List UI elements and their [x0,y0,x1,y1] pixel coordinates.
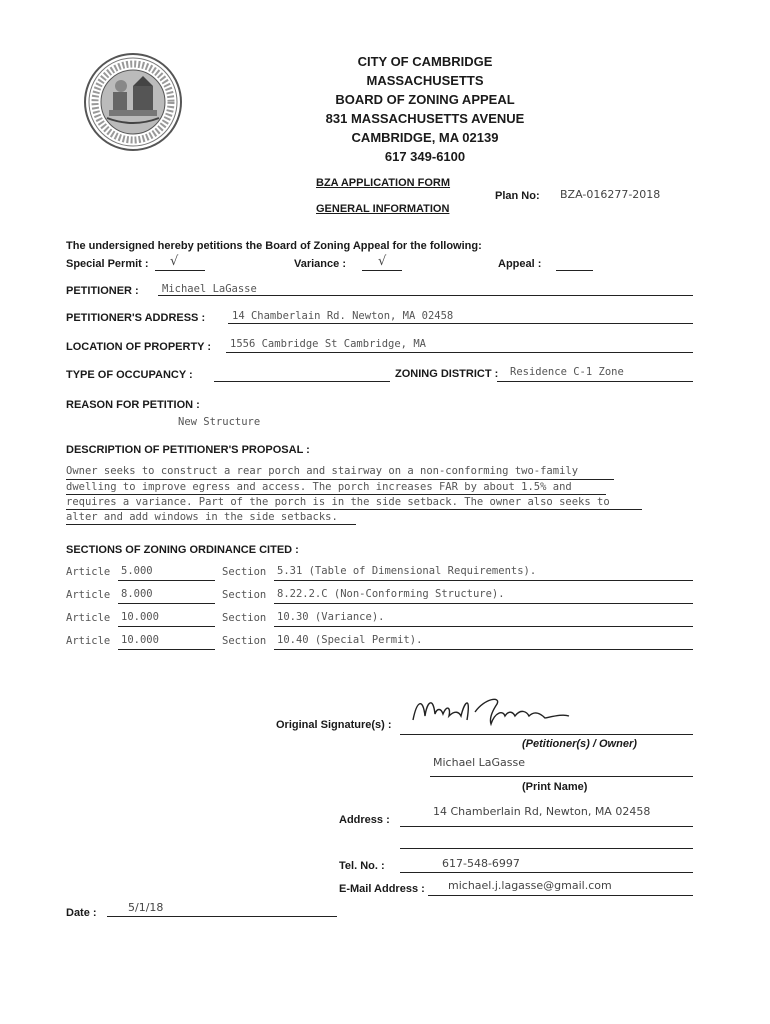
signature-line [400,734,693,735]
article-line [118,580,215,581]
section-line [274,626,693,627]
state-name: MASSACHUSETTS [366,73,484,88]
tel-label: Tel. No. : [339,860,385,872]
signer-address-line-2 [400,848,693,849]
section-word: Section [222,612,267,624]
petitioner-address-value: 14 Chamberlain Rd. Newton, MA 02458 [232,310,454,322]
tel-line [400,872,693,873]
article-line [118,649,215,650]
form-subtitle: GENERAL INFORMATION [316,203,450,215]
signature-role: (Petitioner(s) / Owner) [522,738,637,750]
zoning-district-label: ZONING DISTRICT : [395,368,499,380]
article-number: 5.000 [121,565,153,577]
petitioner-value: Michael LaGasse [162,283,257,295]
petitioner-address-line [228,323,693,324]
article-number: 10.000 [121,634,159,646]
article-number: 8.000 [121,588,153,600]
plan-label: Plan No: [495,190,540,202]
section-line [274,649,693,650]
article-word: Article [66,566,111,578]
form-title: BZA APPLICATION FORM [316,177,451,189]
description-label: DESCRIPTION OF PETITIONER'S PROPOSAL : [66,444,310,456]
location-value: 1556 Cambridge St Cambridge, MA [230,338,426,350]
intro-text: The undersigned hereby petitions the Board of Zoning Appeal for the following: [66,240,482,252]
section-word: Section [222,566,267,578]
section-word: Section [222,635,267,647]
occupancy-line [214,381,390,382]
section-text: 10.40 (Special Permit). [277,634,423,646]
date-line [107,916,337,917]
handwritten-signature [405,690,575,735]
signature-label: Original Signature(s) : [276,719,392,731]
city-seal-icon [83,52,183,152]
article-line [118,603,215,604]
description-underline [66,509,642,510]
petitioner-label: PETITIONER : [66,285,139,297]
article-word: Article [66,612,111,624]
signer-address-line [400,826,693,827]
signer-address-label: Address : [339,814,390,826]
section-text: 5.31 (Table of Dimensional Requirements). [277,565,537,577]
section-line [274,603,693,604]
description-line: dwelling to improve egress and access. The porch increases FAR by about 1.5% and [66,481,572,493]
section-line [274,580,693,581]
article-number: 10.000 [121,611,159,623]
description-underline [66,494,606,495]
signer-address-value: 14 Chamberlain Rd, Newton, MA 02458 [433,805,651,818]
print-name-label: (Print Name) [522,781,588,793]
phone-number: 617 349-6100 [384,149,466,164]
description-line: Owner seeks to construct a rear porch and stairway on a non-conforming two-family [66,465,579,477]
variance-check: √ [378,254,387,269]
board-name: BOARD OF ZONING APPEAL [335,92,515,107]
description-underline [66,479,614,480]
plan-number: BZA-016277-2018 [560,188,661,201]
scan-artifact [0,0,770,22]
sections-label: SECTIONS OF ZONING ORDINANCE CITED : [66,544,299,556]
email-label: E-Mail Address : [339,883,425,895]
appeal-label: Appeal : [498,258,542,270]
article-word: Article [66,589,111,601]
tel-value: 617-548-6997 [442,857,520,870]
special-permit-check: √ [170,254,179,269]
occupancy-label: TYPE OF OCCUPANCY : [66,369,193,381]
description-line: alter and add windows in the side setbacks. [66,511,338,523]
location-line [226,352,693,353]
email-line [428,895,693,896]
date-label: Date : [66,907,97,919]
date-value: 5/1/18 [128,901,164,914]
section-text: 8.22.2.C (Non-Conforming Structure). [277,588,505,600]
appeal-line [556,270,593,271]
variance-line [362,270,402,271]
zoning-district-value: Residence C-1 Zone [510,366,624,378]
print-name-line [430,776,693,777]
email-value: michael.j.lagasse@gmail.com [448,879,612,892]
special-permit-label: Special Permit : [66,258,149,270]
special-permit-line [155,270,205,271]
location-label: LOCATION OF PROPERTY : [66,341,212,353]
description-underline [66,524,356,525]
article-word: Article [66,635,111,647]
petitioner-address-label: PETITIONER'S ADDRESS : [66,312,206,324]
reason-value: New Structure [178,416,261,428]
section-word: Section [222,589,267,601]
zoning-district-line [497,381,693,382]
print-name-value: Michael LaGasse [433,756,525,769]
reason-label: REASON FOR PETITION : [66,399,200,411]
variance-label: Variance : [294,258,346,270]
description-line: requires a variance. Part of the porch is in the side setback. The owner also seeks to [66,496,610,508]
section-text: 10.30 (Variance). [277,611,385,623]
petitioner-line [158,295,693,296]
street-address: 831 MASSACHUSETTS AVENUE [325,111,525,126]
city-name: CITY OF CAMBRIDGE [357,54,493,69]
article-line [118,626,215,627]
city-state-zip: CAMBRIDGE, MA 02139 [351,130,499,145]
